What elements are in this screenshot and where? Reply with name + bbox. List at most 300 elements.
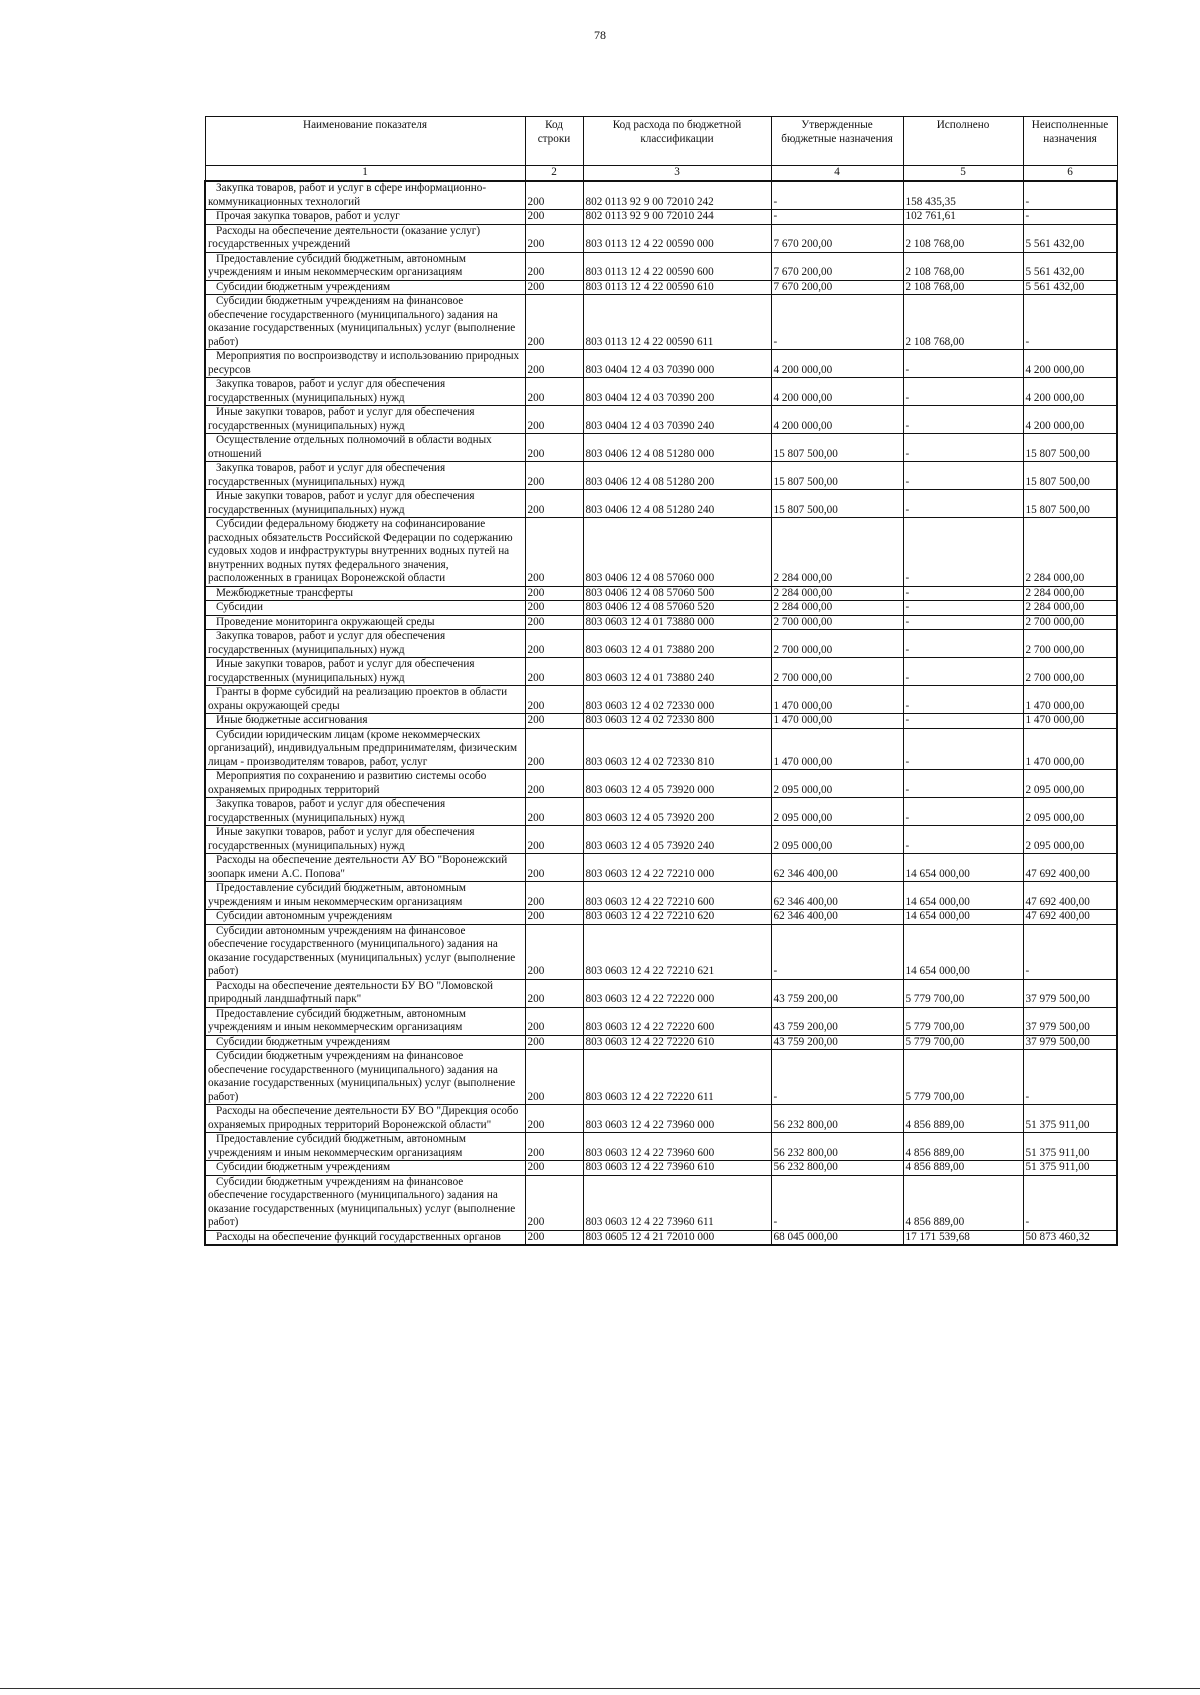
indicator-name-text: Закупка товаров, работ и услуг для обеспечения государственных (муниципальных) нужд (208, 378, 446, 404)
unexecuted-amount-cell: 2 284 000,00 (1023, 601, 1117, 616)
approved-amount-cell: - (771, 1050, 903, 1105)
budget-code-cell: 803 0603 12 4 05 73920 200 (583, 798, 771, 826)
indicator-name-text: Расходы на обеспечение функций государственных органов (216, 1230, 501, 1243)
indicator-name-text: Межбюджетные трансферты (216, 586, 353, 599)
unexecuted-amount-cell: 47 692 400,00 (1023, 882, 1117, 910)
table-row (205, 601, 1117, 616)
executed-amount-cell: 4 856 889,00 (903, 1175, 1023, 1230)
unexecuted-amount-cell: 2 095 000,00 (1023, 770, 1117, 798)
executed-amount-cell: 102 761,61 (903, 210, 1023, 225)
executed-amount-cell: - (903, 490, 1023, 518)
table-row (205, 1175, 1117, 1230)
unexecuted-amount-cell: 2 700 000,00 (1023, 615, 1117, 630)
approved-amount-cell: 56 232 800,00 (771, 1161, 903, 1176)
executed-amount-cell: 5 779 700,00 (903, 979, 1023, 1007)
table-row (205, 979, 1117, 1007)
approved-amount-cell: 62 346 400,00 (771, 854, 903, 882)
indicator-name-text: Иные закупки товаров, работ и услуг для обеспечения государственных (муниципальных) нужд (208, 490, 475, 516)
executed-amount-cell: 2 108 768,00 (903, 295, 1023, 350)
line-code-cell: 200 (525, 434, 583, 462)
unexecuted-amount-cell: 2 284 000,00 (1023, 518, 1117, 587)
unexecuted-amount-cell: 2 284 000,00 (1023, 586, 1117, 601)
approved-amount-cell: 15 807 500,00 (771, 462, 903, 490)
line-code-cell: 200 (525, 406, 583, 434)
indicator-name-text: Закупка товаров, работ и услуг для обеспечения государственных (муниципальных) нужд (208, 798, 446, 824)
indicator-name-cell (205, 714, 525, 729)
indicator-name-text: Субсидии бюджетным учреждениям (216, 280, 391, 293)
table-row (205, 1050, 1117, 1105)
indicator-name-cell (205, 826, 525, 854)
budget-code-cell: 803 0603 12 4 22 73960 000 (583, 1105, 771, 1133)
table-row (205, 462, 1117, 490)
indicator-name-cell (205, 1161, 525, 1176)
approved-amount-cell: 43 759 200,00 (771, 1007, 903, 1035)
table-header-row (205, 117, 1117, 166)
indicator-name-text: Субсидии бюджетным учреждениям (216, 1035, 391, 1048)
indicator-name-cell (205, 770, 525, 798)
approved-amount-cell: 68 045 000,00 (771, 1230, 903, 1245)
approved-amount-cell: 4 200 000,00 (771, 350, 903, 378)
line-code-cell: 200 (525, 490, 583, 518)
line-code-cell: 200 (525, 854, 583, 882)
unexecuted-amount-cell: 47 692 400,00 (1023, 854, 1117, 882)
line-code-cell: 200 (525, 924, 583, 979)
indicator-name-cell (205, 798, 525, 826)
approved-amount-cell: 2 284 000,00 (771, 601, 903, 616)
unexecuted-amount-cell: 50 873 460,32 (1023, 1230, 1117, 1245)
indicator-name-cell (205, 295, 525, 350)
indicator-name-cell (205, 686, 525, 714)
indicator-name-cell (205, 181, 525, 210)
approved-amount-cell: - (771, 295, 903, 350)
indicator-name-cell (205, 728, 525, 770)
budget-code-cell: 803 0603 12 4 02 72330 800 (583, 714, 771, 729)
table-row (205, 1007, 1117, 1035)
indicator-name-cell (205, 658, 525, 686)
approved-amount-cell: 2 700 000,00 (771, 658, 903, 686)
line-code-cell: 200 (525, 462, 583, 490)
column-header-name: Наименование показателя (205, 117, 525, 166)
indicator-name-cell (205, 490, 525, 518)
indicator-name-cell (205, 979, 525, 1007)
budget-code-cell: 803 0404 12 4 03 70390 200 (583, 378, 771, 406)
approved-amount-cell: 1 470 000,00 (771, 714, 903, 729)
approved-amount-cell: 4 200 000,00 (771, 406, 903, 434)
table-row (205, 181, 1117, 210)
line-code-cell: 200 (525, 224, 583, 252)
executed-amount-cell: 158 435,35 (903, 181, 1023, 210)
executed-amount-cell: - (903, 378, 1023, 406)
budget-code-cell: 803 0603 12 4 22 72210 000 (583, 854, 771, 882)
column-number: 2 (525, 166, 583, 182)
executed-amount-cell: 5 779 700,00 (903, 1007, 1023, 1035)
approved-amount-cell: 56 232 800,00 (771, 1105, 903, 1133)
budget-code-cell: 803 0406 12 4 08 57060 500 (583, 586, 771, 601)
executed-amount-cell: - (903, 462, 1023, 490)
indicator-name-cell (205, 924, 525, 979)
table-row (205, 1133, 1117, 1161)
executed-amount-cell: 5 779 700,00 (903, 1035, 1023, 1050)
budget-code-cell: 803 0406 12 4 08 57060 520 (583, 601, 771, 616)
line-code-cell: 200 (525, 181, 583, 210)
unexecuted-amount-cell: 4 200 000,00 (1023, 378, 1117, 406)
column-header-line-code: Код строки (525, 117, 583, 166)
table-row (205, 1230, 1117, 1245)
indicator-name-cell (205, 1133, 525, 1161)
approved-amount-cell: 43 759 200,00 (771, 979, 903, 1007)
budget-code-cell: 803 0603 12 4 05 73920 240 (583, 826, 771, 854)
indicator-name-cell (205, 882, 525, 910)
executed-amount-cell: - (903, 728, 1023, 770)
approved-amount-cell: 2 095 000,00 (771, 826, 903, 854)
approved-amount-cell: 2 700 000,00 (771, 615, 903, 630)
indicator-name-cell (205, 615, 525, 630)
indicator-name-cell (205, 1050, 525, 1105)
indicator-name-text: Субсидии федеральному бюджету на софинансирование расходных обязательств Российской Федерации по содержанию судовых ходов и инфраструктуры внутренних водных путей на внутренних водных путях федерального значения, расположенных в границах Воронежской области (208, 518, 513, 584)
indicator-name-text: Расходы на обеспечение деятельности АУ ВО "Воронежский зоопарк имени А.С. Попова" (208, 854, 508, 880)
budget-code-cell: 802 0113 92 9 00 72010 244 (583, 210, 771, 225)
table-row (205, 630, 1117, 658)
unexecuted-amount-cell: 1 470 000,00 (1023, 686, 1117, 714)
budget-code-cell: 803 0603 12 4 01 73880 240 (583, 658, 771, 686)
indicator-name-text: Осуществление отдельных полномочий в области водных отношений (208, 434, 492, 460)
indicator-name-text: Иные закупки товаров, работ и услуг для обеспечения государственных (муниципальных) нужд (208, 658, 475, 684)
budget-code-cell: 803 0603 12 4 22 73960 600 (583, 1133, 771, 1161)
unexecuted-amount-cell: - (1023, 210, 1117, 225)
executed-amount-cell: - (903, 601, 1023, 616)
line-code-cell: 200 (525, 518, 583, 587)
indicator-name-cell (205, 280, 525, 295)
table-row (205, 798, 1117, 826)
unexecuted-amount-cell: 15 807 500,00 (1023, 462, 1117, 490)
table-row (205, 252, 1117, 280)
budget-code-cell: 803 0404 12 4 03 70390 000 (583, 350, 771, 378)
budget-code-cell: 803 0113 12 4 22 00590 600 (583, 252, 771, 280)
unexecuted-amount-cell: 5 561 432,00 (1023, 280, 1117, 295)
table-row (205, 910, 1117, 925)
unexecuted-amount-cell: 51 375 911,00 (1023, 1161, 1117, 1176)
column-number: 4 (771, 166, 903, 182)
line-code-cell: 200 (525, 1175, 583, 1230)
table-row (205, 714, 1117, 729)
executed-amount-cell: - (903, 798, 1023, 826)
budget-code-cell: 803 0603 12 4 22 73960 610 (583, 1161, 771, 1176)
table-row (205, 658, 1117, 686)
indicator-name-cell (205, 1007, 525, 1035)
executed-amount-cell: 2 108 768,00 (903, 252, 1023, 280)
executed-amount-cell: 14 654 000,00 (903, 910, 1023, 925)
line-code-cell: 200 (525, 728, 583, 770)
budget-code-cell: 803 0406 12 4 08 57060 000 (583, 518, 771, 587)
budget-code-cell: 803 0404 12 4 03 70390 240 (583, 406, 771, 434)
indicator-name-text: Закупка товаров, работ и услуг для обеспечения государственных (муниципальных) нужд (208, 630, 446, 656)
approved-amount-cell: 1 470 000,00 (771, 728, 903, 770)
line-code-cell: 200 (525, 1007, 583, 1035)
indicator-name-text: Расходы на обеспечение деятельности БУ ВО "Дирекция особо охраняемых природных территорий Воронежской области" (208, 1105, 519, 1131)
line-code-cell: 200 (525, 630, 583, 658)
indicator-name-text: Прочая закупка товаров, работ и услуг (216, 210, 400, 222)
approved-amount-cell: - (771, 210, 903, 225)
budget-code-cell: 803 0603 12 4 22 72210 600 (583, 882, 771, 910)
budget-code-cell: 803 0603 12 4 22 72220 600 (583, 1007, 771, 1035)
indicator-name-text: Субсидии юридическим лицам (кроме некоммерческих организаций), индивидуальным предпринимателям, физическим лицам - производителям товаров, работ, услуг (208, 728, 518, 768)
executed-amount-cell: 5 779 700,00 (903, 1050, 1023, 1105)
table-row (205, 518, 1117, 587)
executed-amount-cell: 14 654 000,00 (903, 924, 1023, 979)
table-row (205, 378, 1117, 406)
unexecuted-amount-cell: 15 807 500,00 (1023, 434, 1117, 462)
line-code-cell: 200 (525, 798, 583, 826)
budget-code-cell: 803 0603 12 4 22 72220 000 (583, 979, 771, 1007)
column-number: 1 (205, 166, 525, 182)
unexecuted-amount-cell: - (1023, 295, 1117, 350)
approved-amount-cell: 7 670 200,00 (771, 252, 903, 280)
budget-code-cell: 802 0113 92 9 00 72010 242 (583, 181, 771, 210)
table-row (205, 826, 1117, 854)
approved-amount-cell: - (771, 181, 903, 210)
table-row (205, 490, 1117, 518)
executed-amount-cell: - (903, 518, 1023, 587)
indicator-name-text: Расходы на обеспечение деятельности БУ ВО "Ломовской природный ландшафтный парк" (208, 979, 494, 1005)
budget-code-cell: 803 0603 12 4 22 73960 611 (583, 1175, 771, 1230)
budget-code-cell: 803 0603 12 4 22 72220 610 (583, 1035, 771, 1050)
indicator-name-text: Субсидии бюджетным учреждениям на финансовое обеспечение государственного (муниципального) задания на оказание государственных (муниципальных) услуг (выполнение работ) (208, 1050, 516, 1103)
column-header-approved: Утвержденные бюджетные назначения (771, 117, 903, 166)
budget-code-cell: 803 0603 12 4 02 72330 810 (583, 728, 771, 770)
indicator-name-cell (205, 630, 525, 658)
indicator-name-text: Предоставление субсидий бюджетным, автономным учреждениям и иным некоммерческим организациям (208, 882, 466, 908)
line-code-cell: 200 (525, 252, 583, 280)
budget-code-cell: 803 0113 12 4 22 00590 610 (583, 280, 771, 295)
indicator-name-cell (205, 1035, 525, 1050)
table-row (205, 728, 1117, 770)
line-code-cell: 200 (525, 1161, 583, 1176)
column-number: 3 (583, 166, 771, 182)
line-code-cell: 200 (525, 1035, 583, 1050)
unexecuted-amount-cell: 4 200 000,00 (1023, 406, 1117, 434)
budget-code-cell: 803 0406 12 4 08 51280 240 (583, 490, 771, 518)
executed-amount-cell: - (903, 434, 1023, 462)
indicator-name-text: Субсидии бюджетным учреждениям (216, 1161, 391, 1173)
unexecuted-amount-cell: 37 979 500,00 (1023, 1007, 1117, 1035)
line-code-cell: 200 (525, 714, 583, 729)
indicator-name-text: Мероприятия по воспроизводству и использованию природных ресурсов (208, 350, 520, 376)
executed-amount-cell: 17 171 539,68 (903, 1230, 1023, 1245)
line-code-cell: 200 (525, 295, 583, 350)
budget-code-cell: 803 0603 12 4 22 72210 621 (583, 924, 771, 979)
unexecuted-amount-cell: - (1023, 1050, 1117, 1105)
column-number-row (205, 166, 1117, 182)
indicator-name-text: Субсидии автономным учреждениям (216, 910, 393, 922)
executed-amount-cell: 4 856 889,00 (903, 1133, 1023, 1161)
executed-amount-cell: - (903, 826, 1023, 854)
approved-amount-cell: 2 095 000,00 (771, 798, 903, 826)
indicator-name-text: Предоставление субсидий бюджетным, автономным учреждениям и иным некоммерческим организациям (208, 252, 466, 278)
unexecuted-amount-cell: 37 979 500,00 (1023, 1035, 1117, 1050)
executed-amount-cell: 4 856 889,00 (903, 1105, 1023, 1133)
indicator-name-cell (205, 252, 525, 280)
table-row (205, 210, 1117, 225)
executed-amount-cell: - (903, 630, 1023, 658)
budget-code-cell: 803 0603 12 4 05 73920 000 (583, 770, 771, 798)
indicator-name-cell (205, 1105, 525, 1133)
budget-code-cell: 803 0603 12 4 01 73880 000 (583, 615, 771, 630)
line-code-cell: 200 (525, 601, 583, 616)
line-code-cell: 200 (525, 1050, 583, 1105)
unexecuted-amount-cell: 47 692 400,00 (1023, 910, 1117, 925)
line-code-cell: 200 (525, 210, 583, 225)
indicator-name-cell (205, 224, 525, 252)
table-row (205, 224, 1117, 252)
executed-amount-cell: - (903, 658, 1023, 686)
column-number: 6 (1023, 166, 1117, 182)
approved-amount-cell: 2 095 000,00 (771, 770, 903, 798)
unexecuted-amount-cell: 5 561 432,00 (1023, 224, 1117, 252)
approved-amount-cell: 1 470 000,00 (771, 686, 903, 714)
approved-amount-cell: 43 759 200,00 (771, 1035, 903, 1050)
budget-code-cell: 803 0603 12 4 22 72210 620 (583, 910, 771, 925)
line-code-cell: 200 (525, 586, 583, 601)
line-code-cell: 200 (525, 770, 583, 798)
unexecuted-amount-cell: 1 470 000,00 (1023, 728, 1117, 770)
budget-code-cell: 803 0113 12 4 22 00590 000 (583, 224, 771, 252)
unexecuted-amount-cell: 2 095 000,00 (1023, 798, 1117, 826)
column-number: 5 (903, 166, 1023, 182)
unexecuted-amount-cell: 37 979 500,00 (1023, 979, 1117, 1007)
table-row (205, 686, 1117, 714)
table-body (205, 181, 1117, 1245)
unexecuted-amount-cell: - (1023, 181, 1117, 210)
column-header-unexecuted: Неисполненные назначения (1023, 117, 1117, 166)
approved-amount-cell: 62 346 400,00 (771, 910, 903, 925)
approved-amount-cell: 2 700 000,00 (771, 630, 903, 658)
line-code-cell: 200 (525, 686, 583, 714)
unexecuted-amount-cell: 51 375 911,00 (1023, 1133, 1117, 1161)
approved-amount-cell: 15 807 500,00 (771, 490, 903, 518)
approved-amount-cell: 2 284 000,00 (771, 518, 903, 587)
unexecuted-amount-cell: 5 561 432,00 (1023, 252, 1117, 280)
line-code-cell: 200 (525, 1230, 583, 1245)
indicator-name-cell (205, 434, 525, 462)
budget-code-cell: 803 0113 12 4 22 00590 611 (583, 295, 771, 350)
indicator-name-cell (205, 378, 525, 406)
unexecuted-amount-cell: 51 375 911,00 (1023, 1105, 1117, 1133)
indicator-name-cell (205, 586, 525, 601)
table-row (205, 280, 1117, 295)
indicator-name-cell (205, 406, 525, 434)
page-number: 78 (594, 28, 606, 42)
unexecuted-amount-cell: 15 807 500,00 (1023, 490, 1117, 518)
indicator-name-cell (205, 1230, 525, 1245)
approved-amount-cell: - (771, 924, 903, 979)
line-code-cell: 200 (525, 882, 583, 910)
line-code-cell: 200 (525, 979, 583, 1007)
indicator-name-text: Иные закупки товаров, работ и услуг для обеспечения государственных (муниципальных) нужд (208, 406, 475, 432)
table-row (205, 350, 1117, 378)
indicator-name-cell (205, 601, 525, 616)
page-bottom-rule (0, 1688, 1200, 1689)
budget-code-cell: 803 0406 12 4 08 51280 000 (583, 434, 771, 462)
executed-amount-cell: - (903, 350, 1023, 378)
indicator-name-text: Субсидии автономным учреждениям на финансовое обеспечение государственного (муниципального) задания на оказание государственных (муниципальных) услуг (выполнение работ) (208, 924, 516, 977)
line-code-cell: 200 (525, 1133, 583, 1161)
approved-amount-cell: 2 284 000,00 (771, 586, 903, 601)
table-row (205, 770, 1117, 798)
approved-amount-cell: 15 807 500,00 (771, 434, 903, 462)
line-code-cell: 200 (525, 1105, 583, 1133)
indicator-name-cell (205, 518, 525, 587)
indicator-name-cell (205, 462, 525, 490)
unexecuted-amount-cell: 2 095 000,00 (1023, 826, 1117, 854)
table-row (205, 406, 1117, 434)
table-row (205, 854, 1117, 882)
executed-amount-cell: 14 654 000,00 (903, 854, 1023, 882)
budget-execution-table (204, 116, 1118, 1246)
line-code-cell: 200 (525, 826, 583, 854)
approved-amount-cell: - (771, 1175, 903, 1230)
unexecuted-amount-cell: 2 700 000,00 (1023, 630, 1117, 658)
executed-amount-cell: - (903, 714, 1023, 729)
table-row (205, 924, 1117, 979)
table-row (205, 615, 1117, 630)
executed-amount-cell: 2 108 768,00 (903, 224, 1023, 252)
line-code-cell: 200 (525, 378, 583, 406)
executed-amount-cell: 14 654 000,00 (903, 882, 1023, 910)
column-header-budget-code: Код расхода по бюджетной классификации (583, 117, 771, 166)
executed-amount-cell: 2 108 768,00 (903, 280, 1023, 295)
indicator-name-cell (205, 210, 525, 225)
budget-code-cell: 803 0605 12 4 21 72010 000 (583, 1230, 771, 1245)
indicator-name-text: Проведение мониторинга окружающей среды (216, 615, 435, 628)
line-code-cell: 200 (525, 910, 583, 925)
line-code-cell: 200 (525, 615, 583, 630)
unexecuted-amount-cell: 4 200 000,00 (1023, 350, 1117, 378)
approved-amount-cell: 56 232 800,00 (771, 1133, 903, 1161)
table-row (205, 1161, 1117, 1176)
indicator-name-text: Мероприятия по сохранению и развитию системы особо охраняемых природных территорий (208, 770, 487, 796)
budget-code-cell: 803 0603 12 4 02 72330 000 (583, 686, 771, 714)
approved-amount-cell: 7 670 200,00 (771, 280, 903, 295)
unexecuted-amount-cell: 2 700 000,00 (1023, 658, 1117, 686)
table-row (205, 295, 1117, 350)
indicator-name-text: Субсидии (216, 601, 263, 613)
executed-amount-cell: 4 856 889,00 (903, 1161, 1023, 1176)
table-row (205, 882, 1117, 910)
budget-code-cell: 803 0406 12 4 08 51280 200 (583, 462, 771, 490)
unexecuted-amount-cell: - (1023, 1175, 1117, 1230)
indicator-name-text: Иные бюджетные ассигнования (216, 714, 368, 726)
approved-amount-cell: 7 670 200,00 (771, 224, 903, 252)
indicator-name-cell (205, 910, 525, 925)
unexecuted-amount-cell: 1 470 000,00 (1023, 714, 1117, 729)
approved-amount-cell: 62 346 400,00 (771, 882, 903, 910)
unexecuted-amount-cell: - (1023, 924, 1117, 979)
indicator-name-cell (205, 854, 525, 882)
line-code-cell: 200 (525, 350, 583, 378)
indicator-name-text: Предоставление субсидий бюджетным, автономным учреждениям и иным некоммерческим организациям (208, 1007, 466, 1033)
indicator-name-text: Закупка товаров, работ и услуг для обеспечения государственных (муниципальных) нужд (208, 462, 446, 488)
executed-amount-cell: - (903, 686, 1023, 714)
executed-amount-cell: - (903, 615, 1023, 630)
approved-amount-cell: 4 200 000,00 (771, 378, 903, 406)
executed-amount-cell: - (903, 406, 1023, 434)
indicator-name-text: Гранты в форме субсидий на реализацию проектов в области охраны окружающей среды (208, 686, 508, 712)
executed-amount-cell: - (903, 770, 1023, 798)
budget-code-cell: 803 0603 12 4 22 72220 611 (583, 1050, 771, 1105)
line-code-cell: 200 (525, 280, 583, 295)
column-header-executed: Исполнено (903, 117, 1023, 166)
budget-code-cell: 803 0603 12 4 01 73880 200 (583, 630, 771, 658)
